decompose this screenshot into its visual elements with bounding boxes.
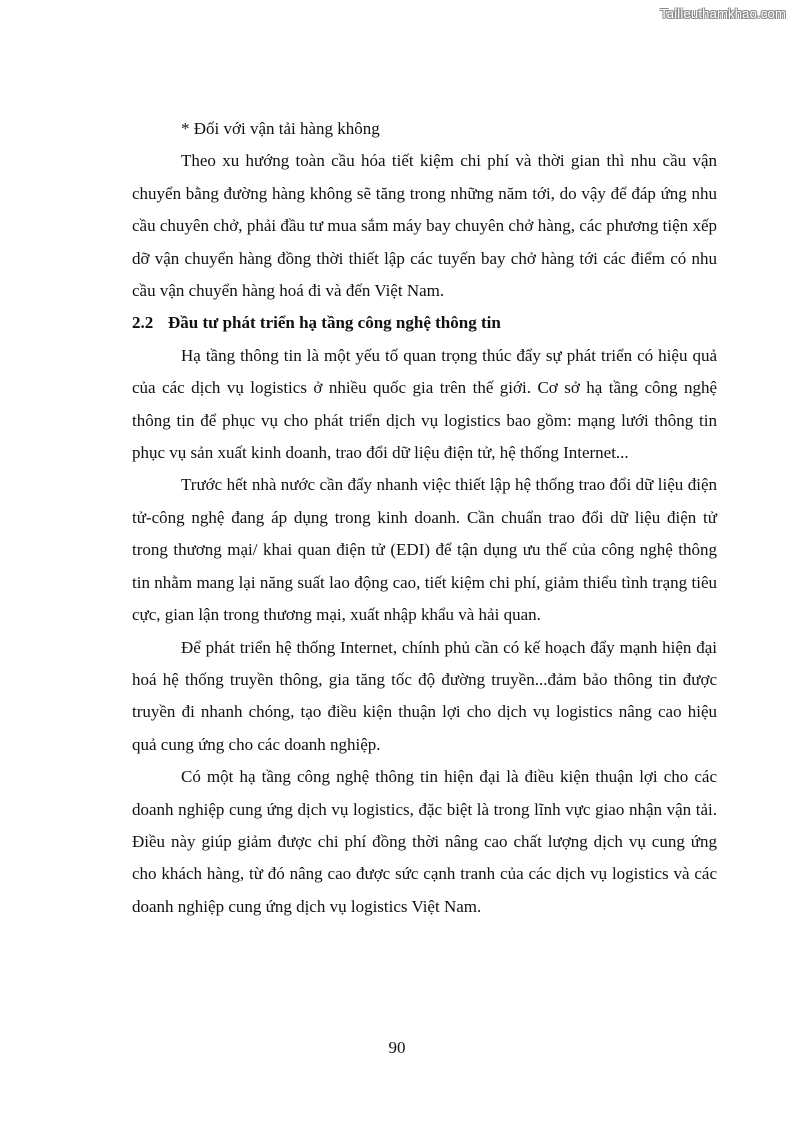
paragraph-conclusion: Có một hạ tầng công nghệ thông tin hiện đại là điều kiện thuận lợi cho các doanh nghiệp cung ứng dịch vụ logistics, đặc biệt là trong lĩnh vực giao nhận vận tải. Điều này giúp giảm được chi phí đồng thời nâng cao chất lượng dịch vụ cung ứng cho khách hàng, từ đó nâng cao được sức cạnh tranh của các dịch vụ logistics và các doanh nghiệp cung ứng dịch vụ logistics Việt Nam. bbox=[132, 767, 717, 916]
paragraph-edi: Trước hết nhà nước cần đẩy nhanh việc thiết lập hệ thống trao đổi dữ liệu điện tử-công nghệ đang áp dụng trong kinh doanh. Cần chuẩn trao đổi dữ liệu điện tử trong thương mại/ khai quan điện tử (EDI) để tận dụng ưu thế của công nghệ thông tin nhằm mang lại năng suất lao động cao, tiết kiệm chi phí, giảm thiểu tình trạng tiêu cực, gian lận trong thương mại, xuất nhập khẩu và hải quan. bbox=[132, 475, 717, 625]
section-title: Đầu tư phát triển hạ tầng công nghệ thông tin bbox=[168, 313, 501, 333]
paragraph-internet: Để phát triển hệ thống Internet, chính phủ cần có kế hoạch đẩy mạnh hiện đại hoá hệ thống truyền thông, gia tăng tốc độ đường truyền...đảm bảo thông tin được truyền đi nhanh chóng, tạo điều kiện thuận lợi cho dịch vụ logistics nâng cao hiệu quả cung ứng cho các doanh nghiệp. bbox=[132, 637, 717, 754]
subheading-air-transport: * Đối với vận tải hàng không bbox=[181, 119, 380, 138]
page-number: 90 bbox=[388, 1038, 406, 1057]
paragraph-air-transport: Theo xu hướng toàn cầu hóa tiết kiệm chi phí và thời gian thì nhu cầu vận chuyển bằng đường hàng không sẽ tăng trong những năm tới, do vậy để đáp ứng nhu cầu chuyên chở, phải đầu tư mua sắm máy bay chuyên chở hàng, các phương tiện xếp dỡ vận chuyển hàng đồng thời thiết lập các tuyến bay chở hàng tới các điểm có nhu cầu vận chuyển hàng hoá đi và đến Việt Nam. bbox=[132, 151, 717, 301]
page-body bbox=[132, 113, 717, 923]
watermark: Tailieuthamkhao.com bbox=[660, 6, 786, 21]
section-heading bbox=[132, 307, 717, 339]
section-number: 2.2 bbox=[132, 313, 154, 333]
paragraph-it-infrastructure: Hạ tầng thông tin là một yếu tố quan trọng thúc đẩy sự phát triển có hiệu quả của các dịch vụ logistics ở nhiều quốc gia trên thế giới. Cơ sở hạ tầng công nghệ thông tin để phục vụ cho phát triển dịch vụ logistics bao gồm: mạng lưới thông tin phục vụ sản xuất kinh doanh, trao đổi dữ liệu điện tử, hệ thống Internet... bbox=[132, 345, 717, 463]
